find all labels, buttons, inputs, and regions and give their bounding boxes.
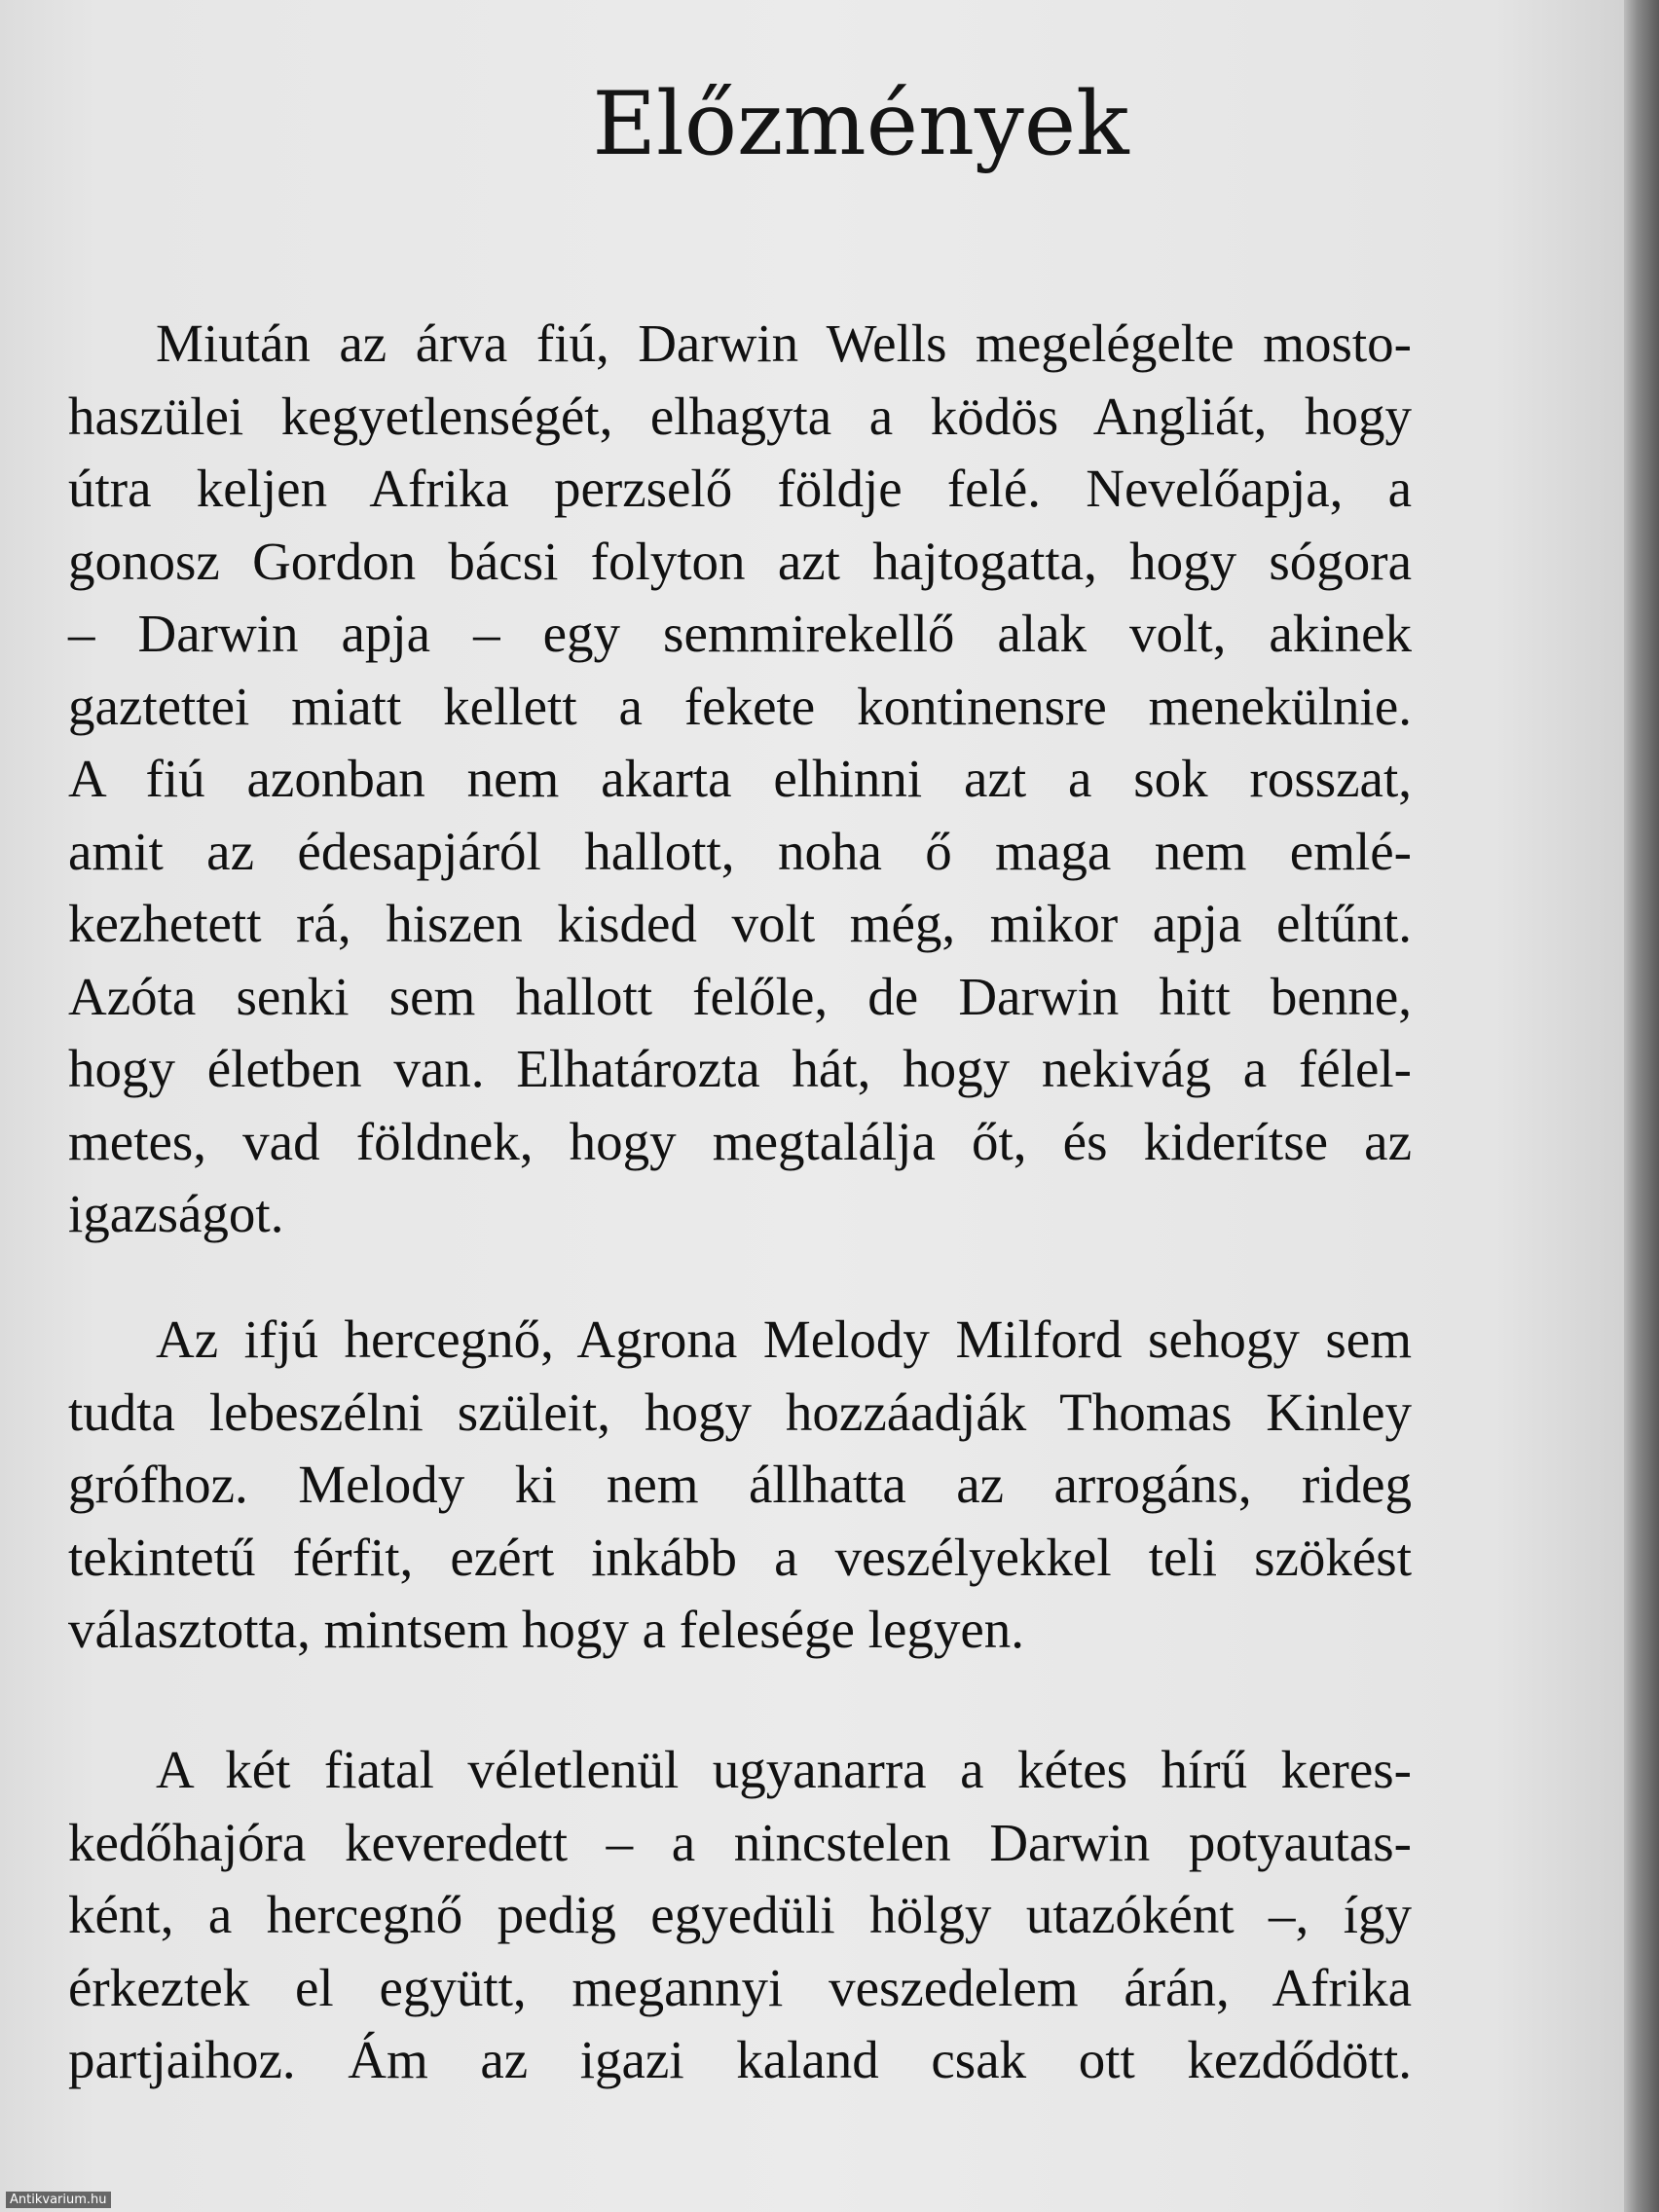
- text-line: amit az édesapjáról hallott, noha ő maga nem emlé-: [68, 821, 1412, 881]
- text-line: A fiú azonban nem akarta elhinni azt a sok rosszat,: [68, 749, 1412, 808]
- text-line: haszülei kegyetlenségét, elhagyta a ködös Angliát, hogy: [68, 386, 1412, 446]
- text-line: hogy életben van. Elhatározta hát, hogy nekivág a félel-: [68, 1039, 1412, 1098]
- text-line: partjaihoz. Ám az igazi kaland csak ott kezdődött.: [68, 2030, 1412, 2089]
- text-line: gaztettei miatt kellett a fekete kontinensre menekülnie.: [68, 676, 1412, 736]
- text-line: Miután az árva fiú, Darwin Wells megelégelte mosto-: [156, 313, 1412, 373]
- text-line: érkeztek el együtt, megannyi veszedelem árán, Afrika: [68, 1957, 1412, 2017]
- paragraph-3: [68, 1734, 1412, 2097]
- text-line: igazságot.: [68, 1184, 284, 1243]
- watermark-label: Antikvarium.hu: [6, 2192, 111, 2208]
- text-line: tudta lebeszélni szüleit, hogy hozzáadják Thomas Kinley: [68, 1382, 1412, 1442]
- text-line: grófhoz. Melody ki nem állhatta az arrogáns, rideg: [68, 1455, 1412, 1514]
- text-line: kedőhajóra keveredett – a nincstelen Darwin potyautas-: [68, 1812, 1412, 1872]
- text-line: gonosz Gordon bácsi folyton azt hajtogatta, hogy sógora: [68, 531, 1412, 591]
- text-line: tekintetű férfit, ezért inkább a veszélyekkel teli szökést: [68, 1527, 1412, 1587]
- text-line: – Darwin apja – egy semmirekellő alak volt, akinek: [68, 604, 1412, 663]
- text-line: metes, vad földnek, hogy megtalálja őt, és kiderítse az: [68, 1111, 1412, 1171]
- paragraph-2: [68, 1304, 1412, 1667]
- text-line: A két fiatal véletlenül ugyanarra a kétes hírű keres-: [156, 1740, 1412, 1799]
- text-line: útra keljen Afrika perzselő földje felé. Nevelőapja, a: [68, 459, 1412, 518]
- text-line: választotta, mintsem hogy a felesége legyen.: [68, 1600, 1025, 1659]
- text-line: Az ifjú hercegnő, Agrona Melody Milford sehogy sem: [156, 1309, 1412, 1369]
- paragraph-1: [68, 308, 1412, 1251]
- chapter-title: Előzmények: [592, 73, 1129, 175]
- text-line: kezhetett rá, hiszen kisded volt még, mikor apja eltűnt.: [68, 894, 1412, 953]
- text-line: ként, a hercegnő pedig egyedüli hölgy utazóként –, így: [68, 1885, 1412, 1944]
- page-edge-shadow: [1624, 0, 1659, 2212]
- text-line: Azóta senki sem hallott felőle, de Darwin hitt benne,: [68, 966, 1412, 1026]
